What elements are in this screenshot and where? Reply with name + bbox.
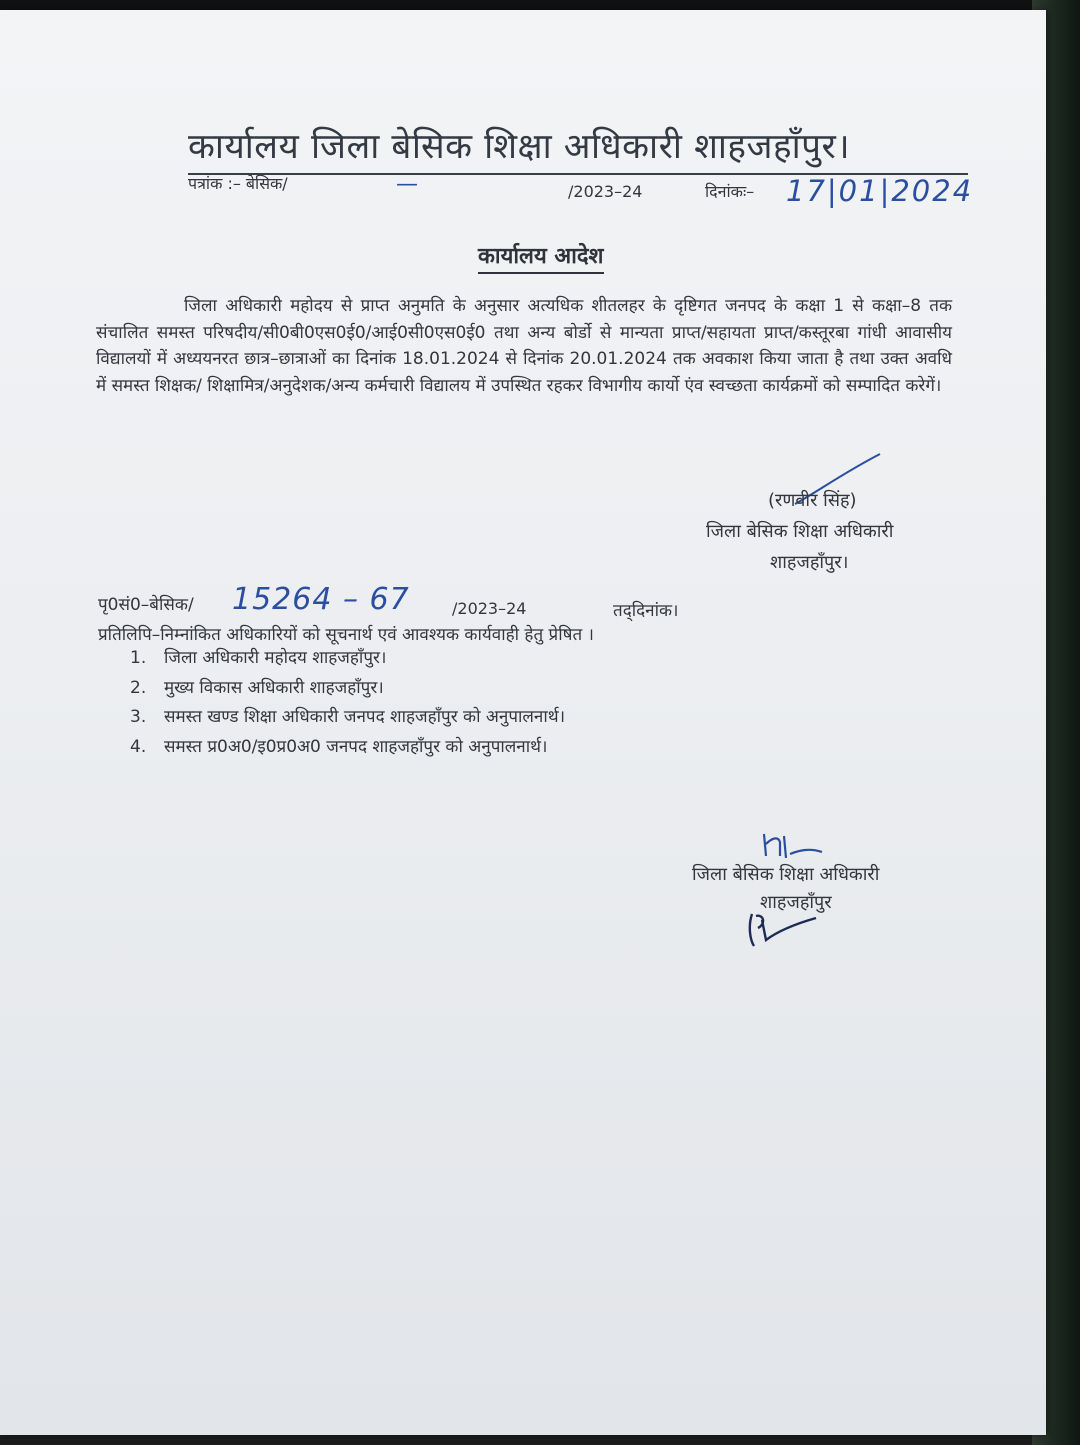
list-item: 1. जिला अधिकारी महोदय शाहजहाँपुर। [130,648,387,668]
order-heading: कार्यालय आदेश [478,240,604,274]
list-item: 4. समस्त प्र0अ0/इ0प्र0अ0 जनपद शाहजहाँपुर को अनुपालनार्थ। [130,736,548,757]
dispatch-initials [744,906,824,956]
list-item: 2. मुख्य विकास अधिकारी शाहजहाँपुर। [130,677,384,698]
patrank-label: पत्रांक :– बेसिक/ [188,174,288,193]
signatory-place: शाहजहाँपुर। [770,552,849,573]
order-body-text: जिला अधिकारी महोदय से प्राप्त अनुमति के अनुसार अत्यधिक शीतलहर के दृष्टिगत जनपद के कक्षा 1 से कक्षा–8 तक संचालित समस्त परिषदीय/सी0बी0एस0ई0/आई0सी0एस0ई0 तथा अन्य बोर्डो से मान्यता प्राप्त/सहायता प्राप्त/कस्तूरबा गांधी आवासीय विद्यालयों में अध्ययनरत छात्र–छात्राओं का दिनांक 18.01.2024 से दिनांक 20.01.2024 तक अवकाश किया जाता है तथा उक्त अवधि में समस्त शिक्षक/ शिक्षामित्र/अनुदेशक/अन्य कर्मचारी विद्यालय में उपस्थित रहकर विभागीय कार्यो एंव स्वच्छता कार्यक्रमों को सम्पादित करेगें। [96,296,952,396]
signatory2-designation: जिला बेसिक शिक्षा अधिकारी [692,864,880,885]
order-body-paragraph [96,293,952,399]
signatory2-place: शाहजहाँपुर [760,892,832,913]
list-item: 3. समस्त खण्ड शिक्षा अधिकारी जनपद शाहजहाँपुर को अनुपालनार्थ। [130,707,566,727]
document-page [0,10,1046,1435]
copy-intro: प्रतिलिपि–निम्नांकित अधिकारियों को सूचनार्थ एवं आवश्यक कार्यवाही हेतु प्रेषित । [98,625,594,645]
recipient-list [130,644,565,762]
copy-ref-session: /2023–24 [452,599,527,618]
copy-ref-handwritten: 15264 – 67 [232,582,410,617]
top-dark-strip [0,0,1080,10]
date-handwritten: 17|01|2024 [786,174,974,208]
patrank-session: /2023–24 [568,182,643,201]
signatory-designation: जिला बेसिक शिक्षा अधिकारी [706,521,894,542]
copy-ref-label: पृ0सं0–बेसिक/ [98,595,194,615]
patrank-handwritten: — [396,172,418,197]
signatory-name: (रणवीर सिंह) [768,490,857,511]
office-title: कार्यालय जिला बेसिक शिक्षा अधिकारी शाहजहाँपुर। [188,127,851,167]
date-label: दिनांकः– [705,182,755,201]
copy-ref-date: तद्‌दिनांक। [613,601,679,621]
